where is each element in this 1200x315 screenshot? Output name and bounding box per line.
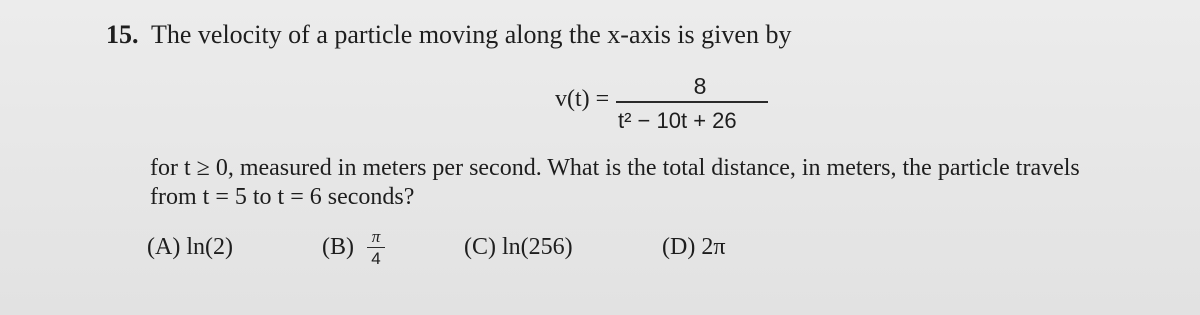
- choice-b-numerator: π: [371, 227, 381, 246]
- choice-b-denominator: 4: [371, 249, 381, 268]
- question-number: 15.: [106, 20, 139, 49]
- choice-c-label: (C): [464, 234, 496, 260]
- choice-d-text: 2π: [701, 234, 726, 260]
- question-stem: The velocity of a particle moving along the x-axis is given by: [151, 20, 792, 49]
- choice-a-text: ln(2): [186, 234, 233, 260]
- choice-b-fraction: [366, 228, 386, 267]
- equation-denominator: t² − 10t + 26: [618, 108, 737, 133]
- choice-d-label: (D): [662, 234, 696, 260]
- choice-b-label: (B): [322, 234, 354, 260]
- question-body-line-1: for t ≥ 0, measured in meters per second. What is the total distance, in meters, the particle travels: [150, 155, 1080, 181]
- choice-b-fraction-bar: [367, 247, 385, 248]
- equation-lhs: v(t) =: [555, 86, 610, 112]
- choice-c-text: ln(256): [502, 234, 573, 260]
- equation-numerator: 8: [693, 73, 707, 99]
- fraction-bar: [616, 101, 768, 103]
- choice-a-label: (A): [147, 234, 181, 260]
- question-body-line-2: from t = 5 to t = 6 seconds?: [150, 184, 415, 210]
